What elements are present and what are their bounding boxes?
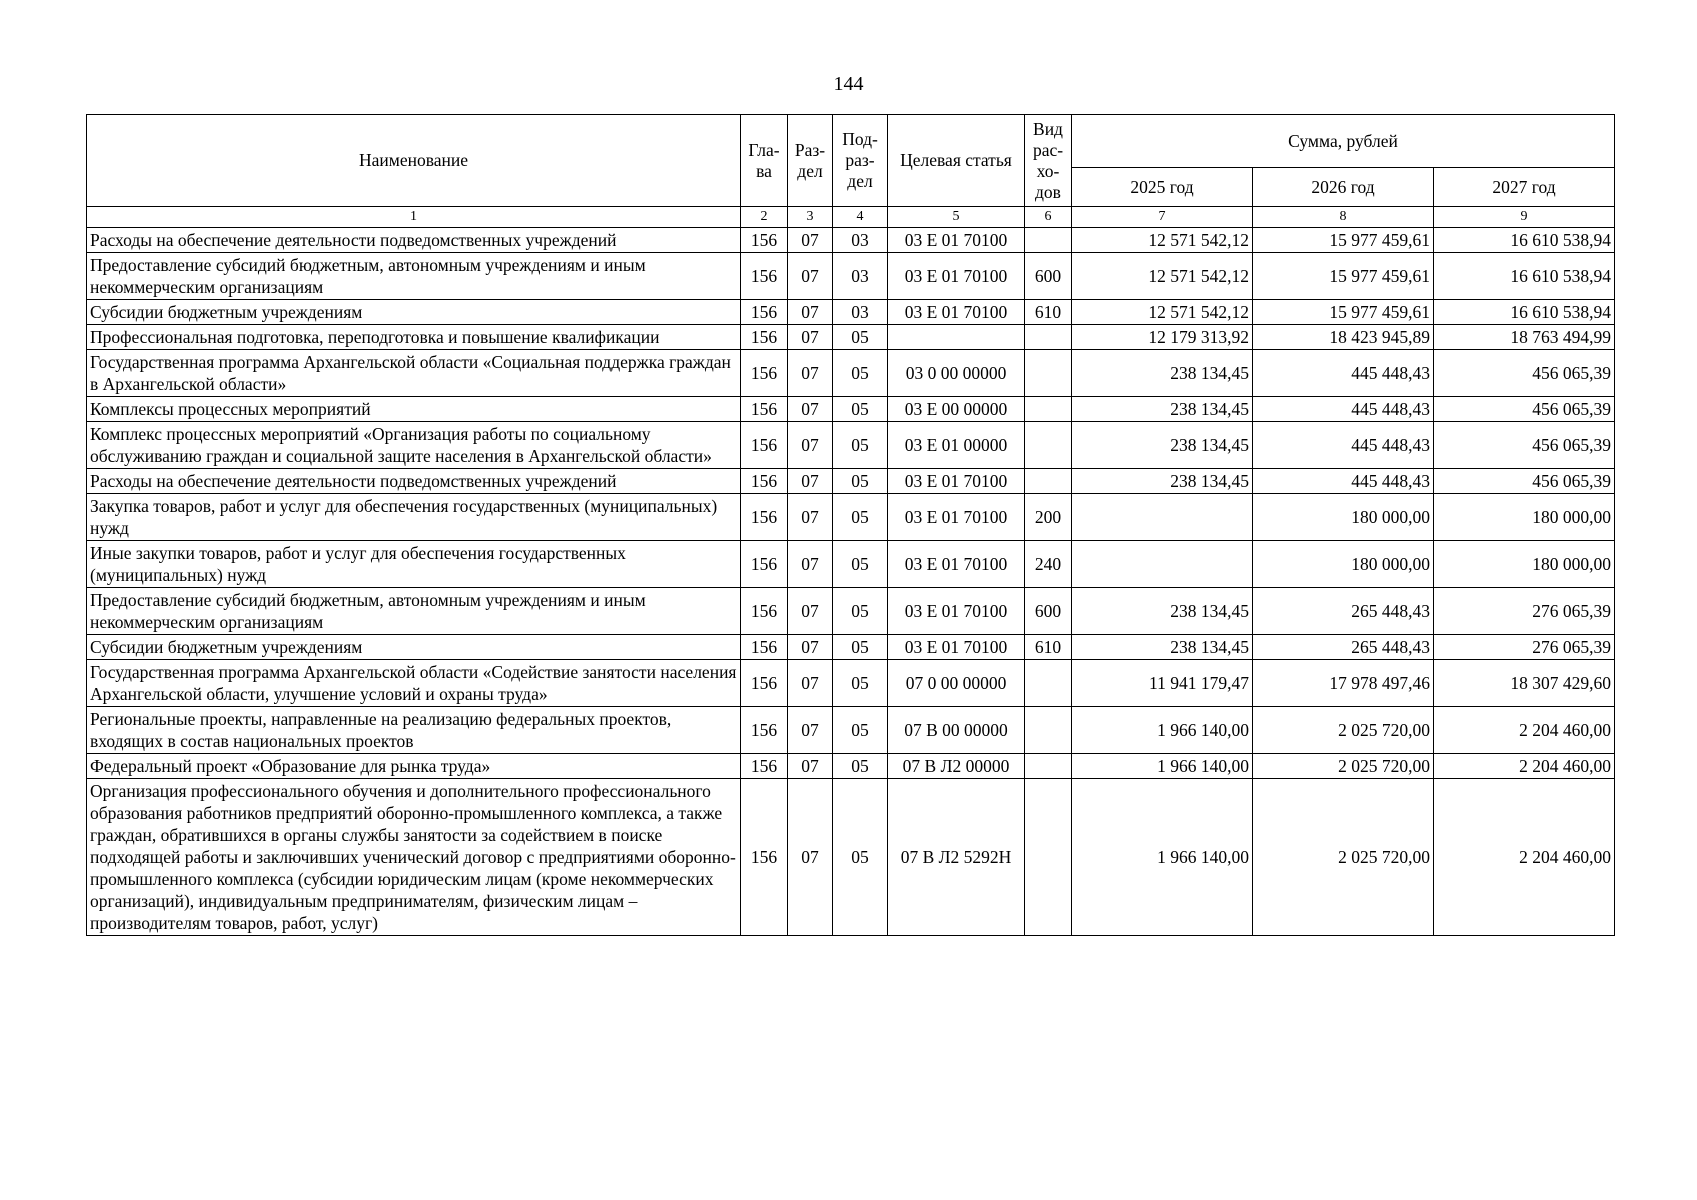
cell-amount-2026: 2 025 720,00 — [1253, 779, 1434, 936]
cell-amount-2025: 238 134,45 — [1072, 350, 1253, 397]
cell-amount-2027: 180 000,00 — [1434, 494, 1615, 541]
cell-name: Предоставление субсидий бюджетным, автономным учреждениям и иным некоммерческим организациям — [87, 253, 741, 300]
header-chapter: Гла-ва — [741, 115, 788, 207]
cell-subsection: 05 — [833, 325, 888, 350]
header-target: Целевая статья — [888, 115, 1025, 207]
cell-subsection: 03 — [833, 300, 888, 325]
cell-amount-2025 — [1072, 494, 1253, 541]
cell-name: Государственная программа Архангельской области «Содействие занятости населения Архангельской области, улучшение условий и охраны труда» — [87, 660, 741, 707]
cell-amount-2026: 265 448,43 — [1253, 588, 1434, 635]
cell-chapter: 156 — [741, 660, 788, 707]
cell-section: 07 — [788, 707, 833, 754]
cell-expense-type: 610 — [1025, 635, 1072, 660]
cell-subsection: 05 — [833, 660, 888, 707]
cell-expense-type — [1025, 350, 1072, 397]
cell-section: 07 — [788, 541, 833, 588]
cell-amount-2027: 16 610 538,94 — [1434, 228, 1615, 253]
table-row — [87, 422, 1615, 469]
cell-amount-2025: 238 134,45 — [1072, 397, 1253, 422]
table-row — [87, 635, 1615, 660]
cell-amount-2027: 2 204 460,00 — [1434, 779, 1615, 936]
cell-amount-2026: 180 000,00 — [1253, 541, 1434, 588]
table-row — [87, 350, 1615, 397]
cell-target: 03 Е 01 70100 — [888, 253, 1025, 300]
table-row — [87, 660, 1615, 707]
cell-section: 07 — [788, 635, 833, 660]
cell-target: 03 Е 01 70100 — [888, 228, 1025, 253]
cell-target: 07 0 00 00000 — [888, 660, 1025, 707]
cell-expense-type — [1025, 325, 1072, 350]
cell-amount-2027: 456 065,39 — [1434, 397, 1615, 422]
cell-expense-type — [1025, 422, 1072, 469]
cell-subsection: 05 — [833, 707, 888, 754]
table-row — [87, 228, 1615, 253]
cell-chapter: 156 — [741, 300, 788, 325]
cell-expense-type — [1025, 228, 1072, 253]
cell-chapter: 156 — [741, 397, 788, 422]
cell-expense-type: 610 — [1025, 300, 1072, 325]
table-row — [87, 397, 1615, 422]
cell-amount-2027: 16 610 538,94 — [1434, 253, 1615, 300]
cell-target: 03 Е 01 70100 — [888, 494, 1025, 541]
cell-name: Федеральный проект «Образование для рынка труда» — [87, 754, 741, 779]
cell-section: 07 — [788, 660, 833, 707]
cell-amount-2027: 456 065,39 — [1434, 350, 1615, 397]
cell-amount-2026: 445 448,43 — [1253, 469, 1434, 494]
cell-amount-2025: 238 134,45 — [1072, 588, 1253, 635]
cell-name: Государственная программа Архангельской области «Социальная поддержка граждан в Архангельской области» — [87, 350, 741, 397]
cell-amount-2026: 17 978 497,46 — [1253, 660, 1434, 707]
cell-section: 07 — [788, 300, 833, 325]
cell-subsection: 05 — [833, 469, 888, 494]
cell-amount-2026: 2 025 720,00 — [1253, 707, 1434, 754]
cell-amount-2025: 12 179 313,92 — [1072, 325, 1253, 350]
cell-expense-type — [1025, 707, 1072, 754]
cell-name: Субсидии бюджетным учреждениям — [87, 635, 741, 660]
cell-subsection: 05 — [833, 754, 888, 779]
cell-section: 07 — [788, 350, 833, 397]
header-subsection: Под-раз-дел — [833, 115, 888, 207]
cell-expense-type: 200 — [1025, 494, 1072, 541]
cell-chapter: 156 — [741, 779, 788, 936]
cell-subsection: 05 — [833, 350, 888, 397]
table-row — [87, 754, 1615, 779]
cell-expense-type — [1025, 754, 1072, 779]
cell-target: 07 В Л2 5292Н — [888, 779, 1025, 936]
table-body — [87, 228, 1615, 936]
cell-amount-2026: 18 423 945,89 — [1253, 325, 1434, 350]
cell-subsection: 05 — [833, 397, 888, 422]
cell-target: 03 0 00 00000 — [888, 350, 1025, 397]
column-number: 3 — [788, 207, 833, 228]
cell-amount-2027: 180 000,00 — [1434, 541, 1615, 588]
cell-chapter: 156 — [741, 754, 788, 779]
header-year-2026: 2026 год — [1253, 168, 1434, 207]
cell-name: Профессиональная подготовка, переподготовка и повышение квалификации — [87, 325, 741, 350]
cell-section: 07 — [788, 422, 833, 469]
cell-amount-2027: 18 307 429,60 — [1434, 660, 1615, 707]
cell-chapter: 156 — [741, 469, 788, 494]
cell-chapter: 156 — [741, 541, 788, 588]
column-number: 1 — [87, 207, 741, 228]
table-row — [87, 779, 1615, 936]
cell-target: 03 Е 01 70100 — [888, 300, 1025, 325]
cell-subsection: 03 — [833, 253, 888, 300]
cell-target: 07 В Л2 00000 — [888, 754, 1025, 779]
cell-name: Комплексы процессных мероприятий — [87, 397, 741, 422]
cell-target: 07 В 00 00000 — [888, 707, 1025, 754]
cell-subsection: 05 — [833, 588, 888, 635]
cell-expense-type — [1025, 469, 1072, 494]
cell-chapter: 156 — [741, 588, 788, 635]
cell-amount-2025 — [1072, 541, 1253, 588]
cell-expense-type: 600 — [1025, 253, 1072, 300]
cell-target — [888, 325, 1025, 350]
cell-amount-2026: 15 977 459,61 — [1253, 228, 1434, 253]
cell-section: 07 — [788, 754, 833, 779]
column-number: 8 — [1253, 207, 1434, 228]
cell-expense-type — [1025, 660, 1072, 707]
cell-chapter: 156 — [741, 350, 788, 397]
cell-target: 03 Е 00 00000 — [888, 397, 1025, 422]
cell-amount-2025: 1 966 140,00 — [1072, 779, 1253, 936]
cell-subsection: 05 — [833, 635, 888, 660]
cell-amount-2026: 2 025 720,00 — [1253, 754, 1434, 779]
column-number: 6 — [1025, 207, 1072, 228]
header-name: Наименование — [87, 115, 741, 207]
table-row — [87, 588, 1615, 635]
cell-amount-2026: 265 448,43 — [1253, 635, 1434, 660]
column-number: 7 — [1072, 207, 1253, 228]
cell-section: 07 — [788, 588, 833, 635]
cell-expense-type — [1025, 397, 1072, 422]
cell-chapter: 156 — [741, 253, 788, 300]
cell-target: 03 Е 01 70100 — [888, 588, 1025, 635]
cell-amount-2027: 2 204 460,00 — [1434, 754, 1615, 779]
cell-amount-2027: 276 065,39 — [1434, 635, 1615, 660]
budget-table — [86, 114, 1615, 936]
header-section: Раз-дел — [788, 115, 833, 207]
cell-name: Предоставление субсидий бюджетным, автономным учреждениям и иным некоммерческим организациям — [87, 588, 741, 635]
cell-amount-2026: 445 448,43 — [1253, 397, 1434, 422]
cell-amount-2027: 456 065,39 — [1434, 469, 1615, 494]
cell-amount-2026: 445 448,43 — [1253, 350, 1434, 397]
cell-section: 07 — [788, 325, 833, 350]
cell-amount-2025: 1 966 140,00 — [1072, 754, 1253, 779]
cell-amount-2025: 238 134,45 — [1072, 422, 1253, 469]
cell-amount-2026: 15 977 459,61 — [1253, 253, 1434, 300]
cell-name: Комплекс процессных мероприятий «Организация работы по социальному обслуживанию граждан и социальной защите населения в Архангельской области» — [87, 422, 741, 469]
cell-section: 07 — [788, 253, 833, 300]
cell-expense-type: 600 — [1025, 588, 1072, 635]
cell-name: Расходы на обеспечение деятельности подведомственных учреждений — [87, 228, 741, 253]
cell-amount-2025: 12 571 542,12 — [1072, 253, 1253, 300]
cell-subsection: 05 — [833, 422, 888, 469]
header-year-2025: 2025 год — [1072, 168, 1253, 207]
table-row — [87, 469, 1615, 494]
cell-subsection: 05 — [833, 494, 888, 541]
header-year-2027: 2027 год — [1434, 168, 1615, 207]
cell-amount-2025: 12 571 542,12 — [1072, 228, 1253, 253]
cell-name: Расходы на обеспечение деятельности подведомственных учреждений — [87, 469, 741, 494]
cell-section: 07 — [788, 228, 833, 253]
cell-name: Региональные проекты, направленные на реализацию федеральных проектов, входящих в состав национальных проектов — [87, 707, 741, 754]
cell-target: 03 Е 01 70100 — [888, 469, 1025, 494]
column-number: 9 — [1434, 207, 1615, 228]
page-number: 144 — [833, 73, 864, 95]
table-row — [87, 707, 1615, 754]
cell-chapter: 156 — [741, 494, 788, 541]
column-number: 5 — [888, 207, 1025, 228]
cell-subsection: 03 — [833, 228, 888, 253]
cell-chapter: 156 — [741, 635, 788, 660]
table-row — [87, 253, 1615, 300]
cell-amount-2027: 16 610 538,94 — [1434, 300, 1615, 325]
cell-amount-2025: 238 134,45 — [1072, 469, 1253, 494]
cell-name: Субсидии бюджетным учреждениям — [87, 300, 741, 325]
cell-amount-2025: 12 571 542,12 — [1072, 300, 1253, 325]
cell-expense-type: 240 — [1025, 541, 1072, 588]
cell-target: 03 Е 01 00000 — [888, 422, 1025, 469]
cell-chapter: 156 — [741, 422, 788, 469]
cell-amount-2026: 180 000,00 — [1253, 494, 1434, 541]
cell-chapter: 156 — [741, 707, 788, 754]
column-number-row — [87, 207, 1615, 228]
cell-section: 07 — [788, 779, 833, 936]
table-row — [87, 494, 1615, 541]
cell-chapter: 156 — [741, 228, 788, 253]
cell-amount-2027: 456 065,39 — [1434, 422, 1615, 469]
cell-name: Закупка товаров, работ и услуг для обеспечения государственных (муниципальных) нужд — [87, 494, 741, 541]
table-row — [87, 300, 1615, 325]
cell-amount-2027: 2 204 460,00 — [1434, 707, 1615, 754]
header-expense-type: Вид рас-хо-дов — [1025, 115, 1072, 207]
header-sum: Сумма, рублей — [1072, 115, 1615, 168]
table-row — [87, 541, 1615, 588]
cell-section: 07 — [788, 397, 833, 422]
cell-amount-2027: 276 065,39 — [1434, 588, 1615, 635]
cell-target: 03 Е 01 70100 — [888, 541, 1025, 588]
cell-amount-2025: 238 134,45 — [1072, 635, 1253, 660]
cell-chapter: 156 — [741, 325, 788, 350]
cell-target: 03 Е 01 70100 — [888, 635, 1025, 660]
cell-expense-type — [1025, 779, 1072, 936]
cell-name: Организация профессионального обучения и дополнительного профессионального образования работников предприятий оборонно-промышленного комплекса, а также граждан, обратившихся в органы службы занятости за содействием в поиске подходящей работы и заключивших ученический договор с предприятиями оборонно-промышленного комплекса (субсидии юридическим лицам (кроме некоммерческих организаций), индивидуальным предпринимателям, физическим лицам – производителям товаров, работ, услуг) — [87, 779, 741, 936]
cell-amount-2027: 18 763 494,99 — [1434, 325, 1615, 350]
cell-amount-2025: 11 941 179,47 — [1072, 660, 1253, 707]
cell-amount-2025: 1 966 140,00 — [1072, 707, 1253, 754]
table-row — [87, 325, 1615, 350]
cell-subsection: 05 — [833, 779, 888, 936]
cell-name: Иные закупки товаров, работ и услуг для обеспечения государственных (муниципальных) нужд — [87, 541, 741, 588]
column-number: 4 — [833, 207, 888, 228]
cell-section: 07 — [788, 494, 833, 541]
cell-amount-2026: 15 977 459,61 — [1253, 300, 1434, 325]
column-number: 2 — [741, 207, 788, 228]
cell-section: 07 — [788, 469, 833, 494]
cell-amount-2026: 445 448,43 — [1253, 422, 1434, 469]
table-header — [87, 115, 1615, 228]
cell-subsection: 05 — [833, 541, 888, 588]
